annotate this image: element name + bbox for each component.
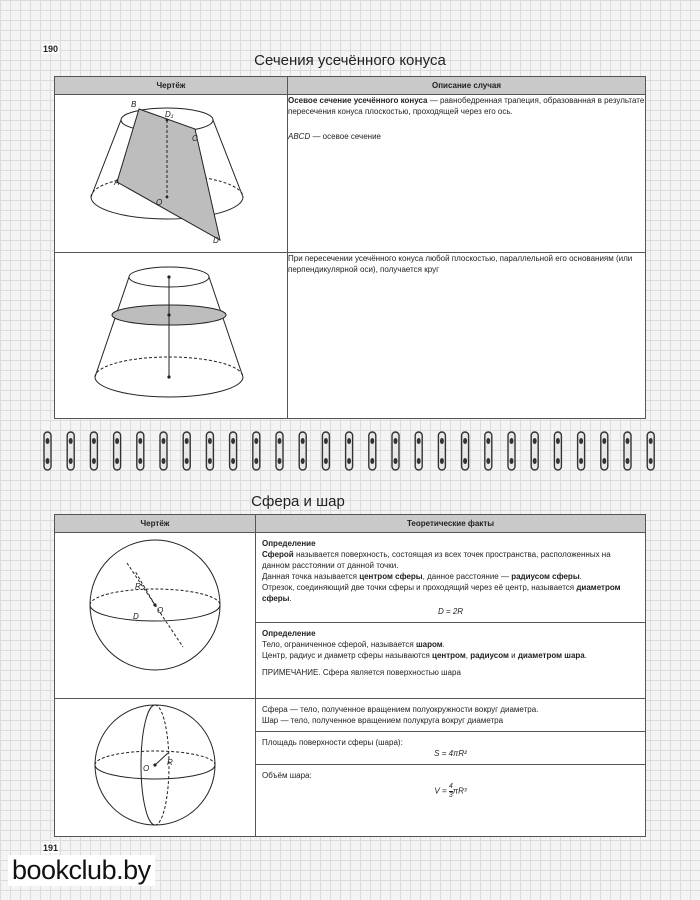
page-number-bottom: 191 [43,843,59,853]
parallel-section-drawing-cell [55,253,288,419]
label-C: C [192,134,198,143]
ball-drawing-cell [55,699,256,837]
binding-ring [67,432,74,470]
header-drawing: Чертёж [55,77,288,95]
page-title-bottom: Сфера и шар [251,493,345,510]
binding-ring [392,432,399,470]
ball-definition [256,623,645,683]
def1-heading: Определение [262,539,316,548]
def2-p1-end: . [442,640,445,649]
binding-ring [346,432,353,470]
def2-and: и [508,651,518,660]
term-sphere-radius: радиусом сферы [511,572,580,581]
def1-p2a: Данная точка называется [262,572,360,581]
def2-p1: Тело, ограниченное сферой, называется [262,640,416,649]
binding-ring [462,432,469,470]
binding-ring [531,432,538,470]
label-O: O [156,198,163,207]
page-number-top: 190 [43,44,59,54]
term-ball-center: центром [432,651,466,660]
binding-ring [230,432,237,470]
sphere-drawing-cell [55,533,256,699]
def1-p3: Отрезок, соединяющий две точки сферы и проходящий через её центр, называется [262,583,577,592]
sphere-ball-facts [256,699,645,732]
axial-section-description [288,95,646,253]
note: ПРИМЕЧАНИЕ. Сфера является поверхностью шара [262,668,461,677]
label-R-ball: R [167,758,173,767]
term-ball-diameter: диаметром шара [517,651,585,660]
ball-facts-cell [256,699,646,837]
axial-section-drawing-cell [55,95,288,253]
binding-ring [253,432,260,470]
def1-p2b: , данное расстояние — [422,572,512,581]
binding-ring [647,432,654,470]
binding-ring [160,432,167,470]
volume-numerator: 4 [448,783,453,790]
sphere-ball-table [54,514,646,837]
term-sphere-center: центром сферы [359,572,423,581]
ball-volume [256,765,645,817]
binding-ring [276,432,283,470]
binding-ring [485,432,492,470]
binding-ring [415,432,422,470]
axial-section-drawing [55,95,287,247]
sphere-definition [256,533,645,623]
spiral-binding [38,430,662,472]
sphere-drawing [55,533,255,693]
volume-label: Объём шара: [262,771,312,780]
term-axial-section: Осевое сечение усечённого конуса [288,96,428,105]
binding-ring [601,432,608,470]
def2-p2a: Центр, радиус и диаметр сферы называются [262,651,433,660]
sphere-definitions-cell [256,533,646,699]
area-label: Площадь поверхности сферы (шара): [262,738,403,747]
header-description: Описание случая [288,77,646,95]
binding-ring [438,432,445,470]
binding-ring [578,432,585,470]
def2-heading: Определение [262,629,316,638]
volume-lhs: V = [434,786,449,796]
term-ball-radius: радиусом [470,651,509,660]
fact-line-2: Шар — тело, полученное вращением полукруга вокруг диаметра [262,716,504,725]
term-ball: шаром [415,640,443,649]
binding-ring [90,432,97,470]
binding-ring [206,432,213,470]
page-title-top: Сечения усечённого конуса [254,52,446,69]
example-text: — осевое сечение [310,132,381,141]
label-D: D [213,236,219,245]
surface-area [256,732,645,765]
area-formula: S = 4πR² [434,749,467,758]
def1-text: называется поверхность, состоящая из всех точек пространства, расположенных на данном расстоянии от данной точки. [262,550,611,570]
binding-ring [137,432,144,470]
axial-section-text: — равнобедренная трапеция, образованная в результате пересечения конуса плоскостью, проходящей через его ось. [288,96,645,116]
volume-denominator: 3 [448,792,453,799]
example-var: ABCD [288,132,311,141]
ball-drawing [55,699,255,831]
binding-ring [44,432,51,470]
label-D-sphere: D [133,612,139,621]
header-drawing-bottom: Чертёж [55,515,256,533]
watermark-brand: bookclub.by [8,855,155,886]
formula-diameter: D = 2R [437,607,464,616]
label-O-sphere: O [157,606,164,615]
binding-ring [369,432,376,470]
label-D1: D₁ [165,110,174,119]
term-sphere-diameter: диаметром сферы [262,583,621,603]
def1-term: Сферой [262,550,294,559]
volume-formula [262,783,639,800]
parallel-section-drawing [55,253,287,413]
binding-ring [322,432,329,470]
fact-line-1: Сфера — тело, полученное вращением полуокружности вокруг диаметра. [262,705,539,714]
truncated-cone-table [54,76,646,419]
binding-ring [299,432,306,470]
header-facts: Теоретические факты [256,515,646,533]
volume-rhs: πR³ [452,786,467,796]
parallel-section-description: При пересечении усечённого конуса любой плоскостью, параллельной его основаниям (или перпендикулярной оси), получается круг [288,253,646,419]
def2-p2-end: . [584,651,587,660]
label-R: R [135,582,141,591]
binding-ring [183,432,190,470]
def1-p2c: . [579,572,582,581]
binding-ring [624,432,631,470]
label-O-ball: O [143,764,150,773]
binding-ring [114,432,121,470]
def1-p3-end: . [289,594,292,603]
def2-sep: , [465,651,471,660]
label-B: B [131,100,137,109]
label-A: A [114,178,120,187]
binding-ring [554,432,561,470]
binding-ring [508,432,515,470]
